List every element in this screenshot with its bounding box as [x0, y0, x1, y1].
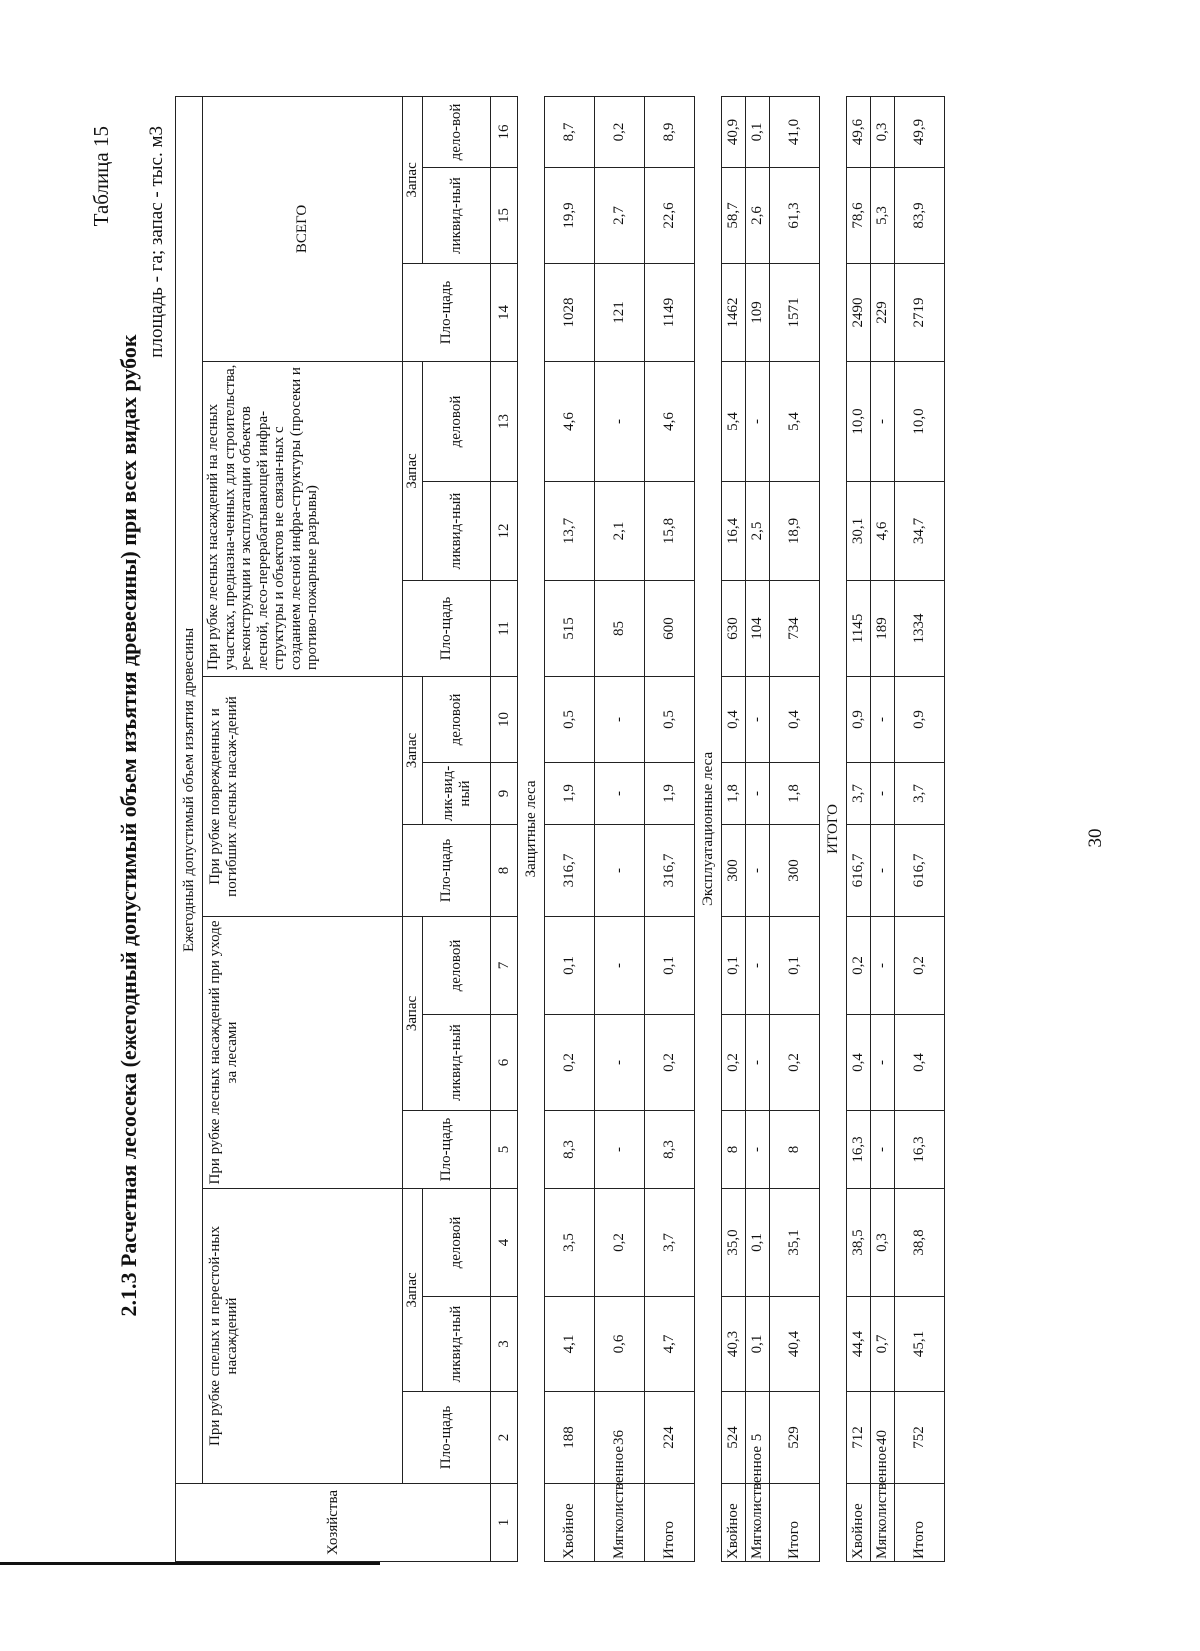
table-cell: 0,2 [895, 917, 945, 1015]
table-cell: 0,1 [746, 96, 770, 167]
table-cell: 0,7 [871, 1297, 895, 1392]
column-number: 14 [491, 264, 518, 362]
table-cell: 8,9 [645, 96, 695, 167]
table-cell: 1334 [895, 581, 945, 677]
table-cell: 3,7 [847, 763, 871, 825]
table-cell: 4,6 [871, 482, 895, 581]
table-cell: 189 [871, 581, 895, 677]
table-cell: 49,9 [895, 96, 945, 167]
table-cell: 316,7 [645, 825, 695, 917]
table-cell: 0,3 [871, 1189, 895, 1297]
table-cell: 0,2 [770, 1015, 820, 1111]
table-cell: 8 [770, 1111, 820, 1189]
table-row [545, 96, 595, 1561]
table-cell: 0,2 [545, 1015, 595, 1111]
column-number: 9 [491, 763, 518, 825]
table-cell: 45,1 [895, 1297, 945, 1392]
header-business: дело-вой [423, 96, 491, 167]
page-number: 30 [1085, 828, 1106, 848]
table-cell: - [871, 763, 895, 825]
table-cell: 40,3 [722, 1297, 746, 1392]
table-cell: - [746, 825, 770, 917]
table-cell: 600 [645, 581, 695, 677]
table-cell: 41,0 [770, 96, 820, 167]
table-cell: 1145 [847, 581, 871, 677]
table-cell: 2,1 [595, 482, 645, 581]
table-cell: 1,9 [645, 763, 695, 825]
header-stock: Запас [403, 677, 423, 825]
table-cell: 0,2 [595, 1189, 645, 1297]
table-cell: - [871, 677, 895, 763]
column-number: 4 [491, 1189, 518, 1297]
table-cell: - [595, 1111, 645, 1189]
table-cell: 58,7 [722, 168, 746, 264]
table-cell: 35,1 [770, 1189, 820, 1297]
farm-name: Итого [645, 1484, 695, 1562]
column-number: 5 [491, 1111, 518, 1189]
table-cell: 0,5 [545, 677, 595, 763]
table-cell: 5,4 [722, 362, 746, 482]
header-business: деловой [423, 917, 491, 1015]
table-cell: 109 [746, 264, 770, 362]
table-cell: 16,4 [722, 482, 746, 581]
column-number: 12 [491, 482, 518, 581]
table-cell: - [746, 1111, 770, 1189]
table-cell: 4,6 [645, 362, 695, 482]
table-cell: 316,7 [545, 825, 595, 917]
group-mature: При рубке спелых и перестой-ных насаждений [203, 1189, 403, 1484]
header-area: Пло-щадь [403, 1111, 491, 1189]
column-number: 11 [491, 581, 518, 677]
table-cell: 224 [645, 1392, 695, 1484]
table-cell: 1571 [770, 264, 820, 362]
table-row [871, 96, 895, 1561]
table-cell: 0,4 [895, 1015, 945, 1111]
table-row [895, 96, 945, 1561]
table-cell: 1462 [722, 264, 746, 362]
farm-name: Хвойное [722, 1484, 746, 1562]
table-cell: 616,7 [895, 825, 945, 917]
table-cell: 121 [595, 264, 645, 362]
column-number: 1 [491, 1484, 518, 1562]
table-cell: 85 [595, 581, 645, 677]
section-title: Эксплуатационные леса [695, 96, 722, 1561]
table-cell: 38,5 [847, 1189, 871, 1297]
header-main: Ежегодный допустимый объем изъятия древесины [176, 96, 203, 1483]
header-farm: Хозяйства [176, 1484, 491, 1562]
column-number: 2 [491, 1392, 518, 1484]
header-liquid: ликвид-ный [423, 168, 491, 264]
table-cell: 2,5 [746, 482, 770, 581]
header-liquid: ликвид-ный [423, 482, 491, 581]
farm-name: Мягколиственное [871, 1484, 895, 1562]
farm-name: Итого [770, 1484, 820, 1562]
scan-edge [0, 1562, 380, 1565]
table-cell: - [871, 825, 895, 917]
table-cell: 5,3 [871, 168, 895, 264]
table-cell: 38,8 [895, 1189, 945, 1297]
table-cell: 0,2 [645, 1015, 695, 1111]
group-care: При рубке лесных насаждений при уходе за лесами [203, 917, 403, 1189]
table-cell: 0,1 [545, 917, 595, 1015]
table-cell: 0,2 [847, 917, 871, 1015]
table-row [770, 96, 820, 1561]
table-cell: 34,7 [895, 482, 945, 581]
table-cell: 8,3 [645, 1111, 695, 1189]
table-cell: 35,0 [722, 1189, 746, 1297]
table-cell: 630 [722, 581, 746, 677]
table-cell: 0,4 [847, 1015, 871, 1111]
table-cell: 0,5 [645, 677, 695, 763]
table-cell: 2719 [895, 264, 945, 362]
table-cell: - [871, 1015, 895, 1111]
table-cell: 44,4 [847, 1297, 871, 1392]
table-cell: 40 [871, 1392, 895, 1484]
table-cell: - [595, 825, 645, 917]
table-cell: 0,9 [847, 677, 871, 763]
column-number: 15 [491, 168, 518, 264]
table-cell: 36 [595, 1392, 645, 1484]
header-business: деловой [423, 1189, 491, 1297]
table-cell: 0,4 [770, 677, 820, 763]
column-number: 7 [491, 917, 518, 1015]
table-cell: - [871, 917, 895, 1015]
table-cell: 515 [545, 581, 595, 677]
table-row [595, 96, 645, 1561]
table-cell: 5,4 [770, 362, 820, 482]
table-cell: - [871, 362, 895, 482]
table-cell: 8 [722, 1111, 746, 1189]
table-row [722, 96, 746, 1561]
table-cell: 0,1 [645, 917, 695, 1015]
table-cell: - [746, 917, 770, 1015]
table-cell: 752 [895, 1392, 945, 1484]
table-cell: 712 [847, 1392, 871, 1484]
table-cell: 18,9 [770, 482, 820, 581]
table-cell: - [746, 362, 770, 482]
column-number: 6 [491, 1015, 518, 1111]
table-cell: 300 [722, 825, 746, 917]
column-number: 13 [491, 362, 518, 482]
table-cell: 8,3 [545, 1111, 595, 1189]
table-cell: 0,4 [722, 677, 746, 763]
table-cell: 8,7 [545, 96, 595, 167]
table-cell: 30,1 [847, 482, 871, 581]
farm-name: Мягколиственное [746, 1484, 770, 1562]
table-cell: 0,2 [722, 1015, 746, 1111]
table-cell: 4,6 [545, 362, 595, 482]
table-cell: - [746, 1015, 770, 1111]
table-cell: 22,6 [645, 168, 695, 264]
section-title: Защитные леса [518, 96, 545, 1561]
section-row [820, 96, 847, 1561]
table-cell: - [595, 917, 645, 1015]
header-stock: Запас [403, 362, 423, 581]
table-cell: 1,8 [770, 763, 820, 825]
column-number: 8 [491, 825, 518, 917]
table-cell: - [746, 763, 770, 825]
page-title: 2.1.3 Расчетная лесосека (ежегодный допустимый объем изъятия древесины) при всех видах рубок [116, 334, 141, 1317]
section-title: ИТОГО [820, 96, 847, 1561]
table-cell: 16,3 [847, 1111, 871, 1189]
column-number: 3 [491, 1297, 518, 1392]
header-stock: Запас [403, 1189, 423, 1392]
table-cell: - [871, 1111, 895, 1189]
table-cell: 104 [746, 581, 770, 677]
farm-name: Итого [895, 1484, 945, 1562]
column-number-row [491, 96, 518, 1561]
table-cell: 40,9 [722, 96, 746, 167]
table-cell: 0,1 [746, 1189, 770, 1297]
header-area: Пло-щадь [403, 264, 491, 362]
header-stock: Запас [403, 917, 423, 1111]
section-row [518, 96, 545, 1561]
group-construction: При рубке лесных насаждений на лесных участках, предназна-ченных для строительства, ре-конструкции и эксплуатации объектов лесной, лесо-перерабатывающей инфра-структуры и объектов не связан-ных с созданием лесной инфра-структуры (просеки и противо-пожарные разрывы) [203, 362, 403, 677]
table-cell: 524 [722, 1392, 746, 1484]
header-liquid: ликвид-ный [423, 1297, 491, 1392]
table-cell: 83,9 [895, 168, 945, 264]
column-number: 10 [491, 677, 518, 763]
farm-name: Хвойное [847, 1484, 871, 1562]
table-cell: 3,7 [895, 763, 945, 825]
table-cell: 19,9 [545, 168, 595, 264]
table-cell: 10,0 [847, 362, 871, 482]
table-cell: 188 [545, 1392, 595, 1484]
table-cell: 0,9 [895, 677, 945, 763]
group-total: ВСЕГО [203, 96, 403, 361]
header-area: Пло-щадь [403, 581, 491, 677]
table-cell: 0,3 [871, 96, 895, 167]
table-cell: 3,7 [645, 1189, 695, 1297]
table-cell: 4,7 [645, 1297, 695, 1392]
table-cell: 0,1 [746, 1297, 770, 1392]
table-cell: 40,4 [770, 1297, 820, 1392]
table-cell: 2490 [847, 264, 871, 362]
header-liquid: ликвид-ный [423, 1015, 491, 1111]
header-area: Пло-щадь [403, 1392, 491, 1484]
table-cell: 616,7 [847, 825, 871, 917]
table-cell: - [595, 677, 645, 763]
table-cell: 61,3 [770, 168, 820, 264]
table-cell: 0,2 [595, 96, 645, 167]
harvest-table [175, 96, 945, 1562]
table-cell: 78,6 [847, 168, 871, 264]
farm-name: Мягколиственное [595, 1484, 645, 1562]
table-cell: 2,7 [595, 168, 645, 264]
group-damaged: При рубке поврежденных и погибших лесных насаж-дений [203, 677, 403, 917]
table-cell: 529 [770, 1392, 820, 1484]
header-business: деловой [423, 677, 491, 763]
table-cell: 734 [770, 581, 820, 677]
column-number: 16 [491, 96, 518, 167]
table-cell: 0,1 [770, 917, 820, 1015]
table-cell: 1028 [545, 264, 595, 362]
table-cell: 229 [871, 264, 895, 362]
table-cell: 13,7 [545, 482, 595, 581]
table-cell: - [746, 677, 770, 763]
table-cell: 3,5 [545, 1189, 595, 1297]
table-cell: 1,8 [722, 763, 746, 825]
table-cell: 300 [770, 825, 820, 917]
table-cell: - [595, 1015, 645, 1111]
table-cell: - [595, 763, 645, 825]
table-cell: 16,3 [895, 1111, 945, 1189]
table-cell: 15,8 [645, 482, 695, 581]
table-row [847, 96, 871, 1561]
header-area: Пло-щадь [403, 825, 491, 917]
table-number: Таблица 15 [89, 126, 113, 227]
table-cell: 1149 [645, 264, 695, 362]
header-stock: Запас [403, 96, 423, 263]
header-business: деловой [423, 362, 491, 482]
table-cell: 2,6 [746, 168, 770, 264]
table-cell: 5 [746, 1392, 770, 1484]
section-row [695, 96, 722, 1561]
table-cell: 0,1 [722, 917, 746, 1015]
header-liquid: лик-вид-ный [423, 763, 491, 825]
units-note: площадь - га; запас - тыс. м3 [146, 126, 167, 358]
table-row [645, 96, 695, 1561]
table-row [746, 96, 770, 1561]
table-cell: - [595, 362, 645, 482]
table-cell: 49,6 [847, 96, 871, 167]
table-cell: 0,6 [595, 1297, 645, 1392]
table-cell: 1,9 [545, 763, 595, 825]
table-cell: 4,1 [545, 1297, 595, 1392]
table-cell: 10,0 [895, 362, 945, 482]
farm-name: Хвойное [545, 1484, 595, 1562]
